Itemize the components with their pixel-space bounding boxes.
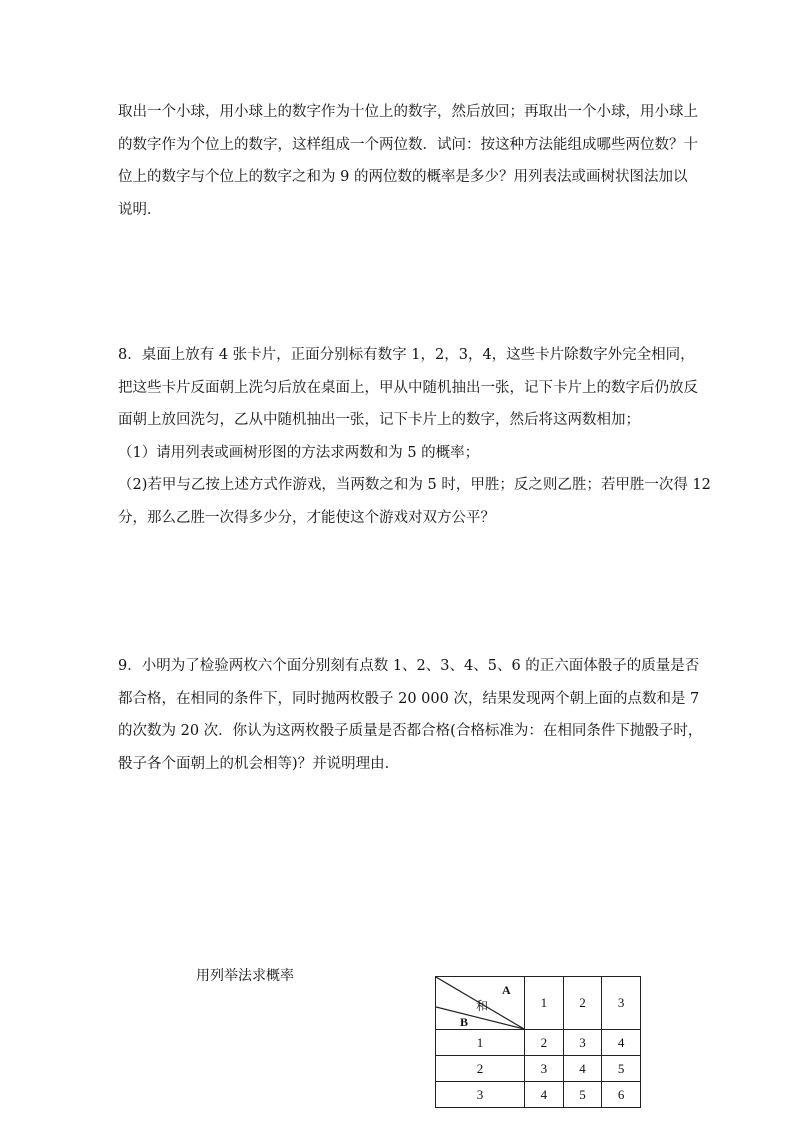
problem-7-line: 的数字作为个位上的数字，这样组成一个两位数．试问：按这种方法能组成哪些两位数？十 [118,136,698,153]
row-header: 3 [436,1082,525,1108]
problem-7-line: 说明． [118,201,162,218]
table-cell: 2 [525,1030,564,1056]
problem-9-line: 9．小明为了检验两枚六个面分别刻有点数 1、2、3、4、5、6 的正六面体骰子的质量是否 [118,658,700,674]
problem-8 [118,339,711,534]
problem-9-line: 都合格，在相同的条件下，同时抛两枚骰子 20 000 次，结果发现两个朝上面的点数和是 7 [118,690,700,707]
problem-8-line: （1）请用列表或画树形图的方法求两数和为 5 的概率； [118,444,480,461]
problem-8-line: 分，那么乙胜一次得多少分，才能使这个游戏对双方公平？ [118,509,495,526]
problem-8-line: （2)若甲与乙按上述方式作游戏，当两数之和为 5 时，甲胜；反之则乙胜；若甲胜一次得 12 [118,477,711,493]
column-header: 2 [563,977,602,1030]
table-cell: 4 [602,1030,641,1056]
table-cell: 3 [525,1056,564,1082]
problem-8-line: 把这些卡片反面朝上洗匀后放在桌面上，甲从中随机抽出一张，记下卡片上的数字后仍放反 [118,379,698,396]
sum-table-wrapper [435,976,641,1105]
table-cell: 5 [602,1056,641,1082]
problem-7-line: 取出一个小球，用小球上的数字作为十位上的数字，然后放回；再取出一个小球，用小球上 [118,104,698,120]
table-corner-cell [436,977,525,1030]
corner-label-a: A [502,983,511,997]
table-cell: 5 [563,1082,602,1108]
table-cell: 4 [525,1082,564,1108]
table-cell: 6 [602,1082,641,1108]
column-header: 1 [525,977,564,1030]
problem-8-line: 面朝上放回洗匀，乙从中随机抽出一张，记下卡片上的数字，然后将这两数相加； [118,412,640,428]
table-cell: 4 [563,1056,602,1082]
sum-table [435,976,641,1108]
problem-9-line: 骰子各个面朝上的机会相等)？并说明理由． [118,755,400,772]
problem-9-line: 的次数为 20 次．你认为这两枚骰子质量是否都合格(合格标准为：在相同条件下抛骰子时， [118,723,703,739]
problem-7-line: 位上的数字与个位上的数字之和为 9 的两位数的概率是多少？用列表法或画树状图法加以 [118,169,688,185]
row-header: 1 [436,1030,525,1056]
table-header-row [436,977,641,1030]
problem-9 [118,650,703,780]
problem-7-continuation [118,96,698,226]
problem-8-line: 8．桌面上放有 4 张卡片，正面分别标有数字 1，2，3，4，这些卡片除数字外完全相同， [118,347,695,363]
section-title: 用列举法求概率 [196,968,294,984]
corner-label-sum: 和 [476,999,489,1013]
table-row [436,1056,641,1082]
table-row [436,1030,641,1056]
corner-label-b: B [460,1015,469,1029]
table-cell: 3 [563,1030,602,1056]
row-header: 2 [436,1056,525,1082]
column-header: 3 [602,977,641,1030]
table-row [436,1082,641,1108]
